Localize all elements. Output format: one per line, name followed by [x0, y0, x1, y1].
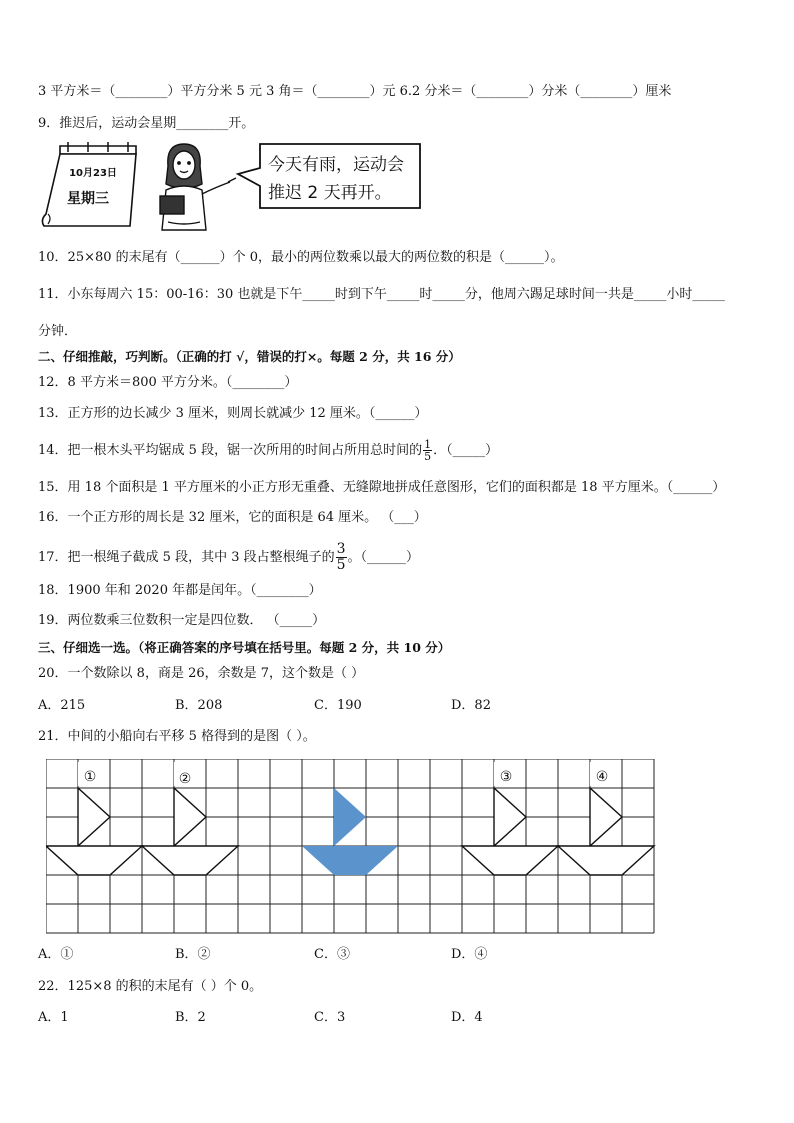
- q9-illustration: [38, 138, 428, 232]
- question-14-text: 14．把一根木头平均锯成 5 段，锯一次所用的时间占所用总时间的: [38, 443, 423, 458]
- calendar-date: 10月23日: [69, 168, 117, 179]
- label-1: ①: [83, 769, 97, 785]
- fraction-numerator: 1: [424, 438, 432, 451]
- question-22: 22．125×8 的积的末尾有（ ）个 0。: [38, 979, 263, 994]
- boat-grid-figure: [46, 759, 656, 935]
- question-8-units-line: 3 平方米＝（________）平方分米 5 元 3 角＝（________）元 6.2 分米＝（________）分米（________）厘米: [38, 84, 672, 99]
- label-3: ③: [499, 769, 513, 785]
- question-14-fraction: [423, 439, 432, 462]
- section-3-title: 三、仔细选一选。（将正确答案的序号填在括号里。每题 2 分，共 10 分）: [38, 640, 451, 655]
- question-12: 12．8 平方米＝800 平方分米。（________）: [38, 375, 298, 390]
- option-c[interactable]: C．190: [314, 698, 362, 713]
- teacher-figure: [160, 144, 236, 230]
- question-15: 15．用 18 个面积是 1 平方厘米的小正方形无重叠、无缝隙地拼成任意图形，它们的面积都是 18 平方厘米。（______）: [38, 480, 726, 495]
- option-b[interactable]: B．208: [175, 698, 223, 713]
- option-b[interactable]: B．2: [175, 1010, 206, 1025]
- question-18: 18．1900 年和 2020 年都是闰年。（________）: [38, 583, 322, 598]
- option-c[interactable]: C．3: [314, 1010, 346, 1025]
- question-10: 10．25×80 的末尾有（______）个 0，最小的两位数乘以最大的两位数的积是（______）。: [38, 250, 564, 265]
- fraction-numerator: 3: [336, 541, 346, 557]
- fraction-denominator: 5: [424, 450, 432, 463]
- question-19: 19．两位数乘三位数积一定是四位数． （_____）: [38, 613, 326, 628]
- option-d[interactable]: D．④: [451, 947, 488, 962]
- center-boat: [302, 788, 398, 875]
- boat-option-3: [462, 762, 558, 875]
- option-a[interactable]: A．215: [38, 698, 86, 713]
- fraction-denominator: 5: [336, 557, 346, 573]
- question-16: 16．一个正方形的周长是 32 厘米，它的面积是 64 厘米。 （___）: [38, 510, 427, 525]
- section-2-title: 二、仔细推敲，巧判断。（正确的打 √，错误的打×。每题 2 分，共 16 分）: [38, 349, 461, 364]
- label-2: ②: [178, 771, 192, 787]
- calendar-icon: [42, 142, 136, 226]
- speech-bubble-line-1: 今天有雨，运动会: [268, 155, 404, 175]
- question-17-fraction: [336, 542, 347, 573]
- option-b[interactable]: B．②: [175, 947, 211, 962]
- question-17-blank: 。（______）: [347, 550, 420, 565]
- option-a[interactable]: A．1: [38, 1010, 69, 1025]
- boat-option-1: [46, 762, 142, 875]
- option-a[interactable]: A．①: [38, 947, 74, 962]
- calendar-weekday: 星期三: [67, 191, 109, 207]
- question-14-blank: ．（_____）: [433, 443, 499, 458]
- question-9: 9．推迟后，运动会星期________开。: [38, 116, 255, 131]
- question-14: [38, 439, 498, 462]
- question-11-line-2: 分钟．: [38, 324, 78, 339]
- question-17-text: 17．把一根绳子截成 5 段，其中 3 段占整根绳子的: [38, 550, 335, 565]
- label-4: ④: [595, 769, 609, 785]
- option-d[interactable]: D．4: [451, 1010, 483, 1025]
- question-11-line-1: 11．小东每周六 15：00-16：30 也就是下午_____时到下午_____时_____分，他周六踢足球时间一共是_____小时_____: [38, 287, 725, 302]
- question-13: 13．正方形的边长减少 3 厘米，则周长就减少 12 厘米。（______）: [38, 406, 428, 421]
- boat-option-4: [558, 762, 654, 875]
- speech-bubble-line-2: 推迟 2 天再开。: [268, 183, 392, 203]
- option-c[interactable]: C．③: [314, 947, 350, 962]
- option-d[interactable]: D．82: [451, 698, 491, 713]
- speech-bubble: [238, 144, 420, 208]
- question-21: 21．中间的小船向右平移 5 格得到的是图（ ）。: [38, 729, 316, 744]
- question-17: [38, 542, 419, 573]
- question-20: 20．一个数除以 8，商是 26，余数是 7，这个数是（ ）: [38, 666, 365, 681]
- boat-option-2: [142, 762, 238, 875]
